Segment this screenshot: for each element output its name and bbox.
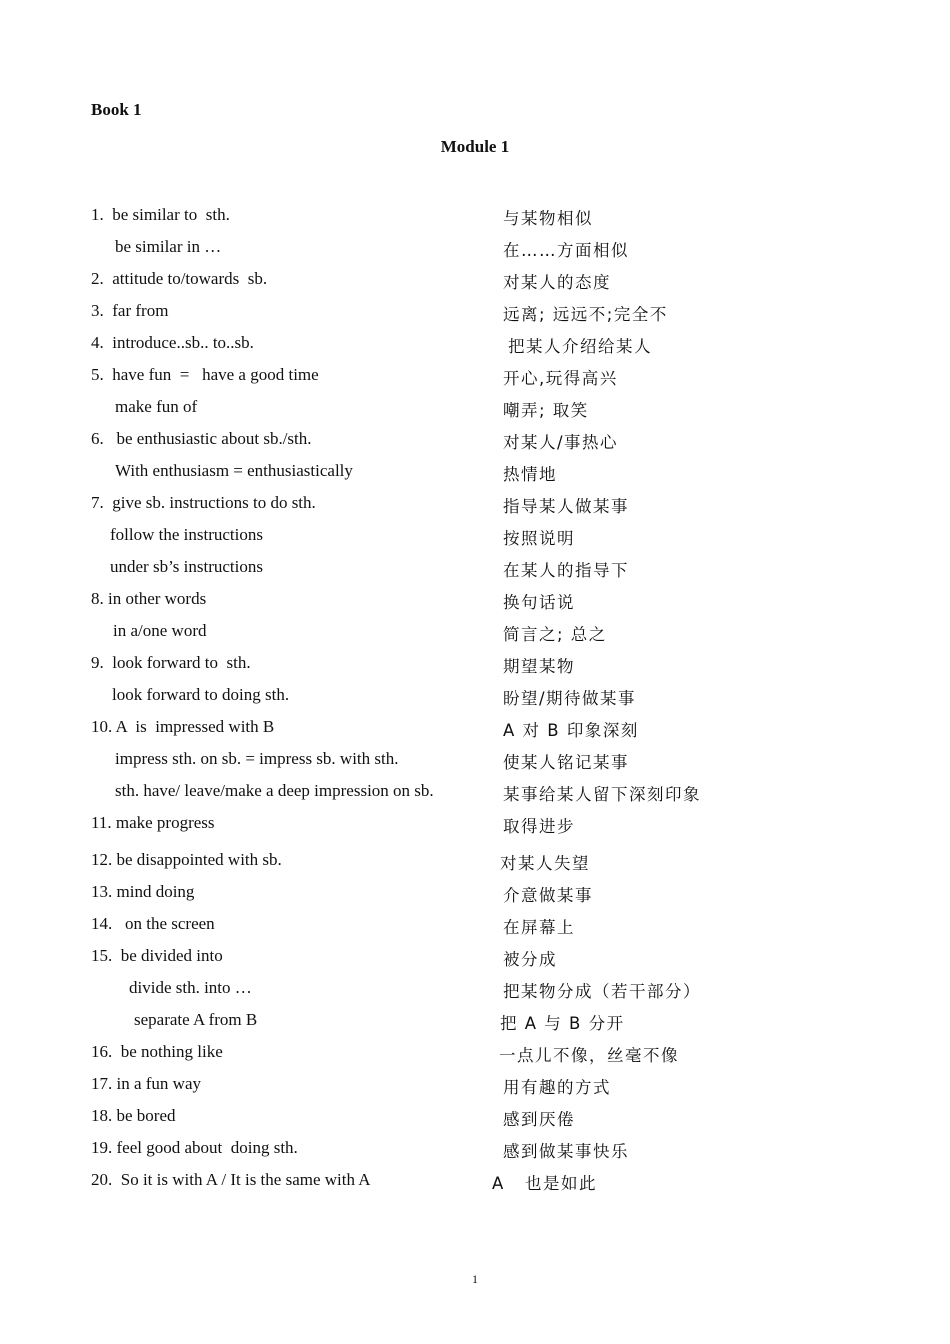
phrase-english: 5. have fun = have a good time	[91, 365, 319, 384]
page-number: 1	[472, 1272, 478, 1286]
phrase-english: make fun of	[115, 397, 198, 416]
list-item	[0, 808, 950, 840]
phrase-chinese: 期望某物	[503, 657, 575, 676]
list-item	[0, 488, 950, 520]
phrase-english: With enthusiasm = enthusiastically	[115, 461, 353, 480]
phrase-english: separate A from B	[134, 1010, 258, 1029]
phrase-chinese: 简言之; 总之	[503, 625, 607, 644]
phrase-english: 17. in a fun way	[91, 1074, 202, 1093]
phrase-chinese: 一点儿不像，丝毫不像	[499, 1046, 679, 1065]
list-item	[0, 776, 950, 808]
list-item	[0, 1005, 950, 1037]
phrase-chinese: 把某人介绍给某人	[508, 337, 652, 356]
list-item	[0, 1037, 950, 1069]
phrase-chinese: 与某物相似	[503, 209, 593, 228]
list-item	[0, 264, 950, 296]
list-item	[0, 584, 950, 616]
list-item	[0, 392, 950, 424]
phrase-chinese: 对某人/事热心	[503, 433, 619, 452]
phrase-chinese: 指导某人做某事	[503, 497, 629, 516]
phrase-chinese: 对某人失望	[500, 854, 590, 873]
phrase-chinese: 在某人的指导下	[503, 561, 629, 580]
phrase-english: 9. look forward to sth.	[91, 653, 251, 672]
phrase-chinese: A 也是如此	[492, 1174, 598, 1193]
phrase-english: 19. feel good about doing sth.	[91, 1138, 298, 1157]
list-item	[0, 973, 950, 1005]
phrase-english: follow the instructions	[110, 525, 263, 544]
phrase-chinese: 热情地	[503, 465, 557, 484]
phrase-english: 15. be divided into	[91, 946, 223, 965]
phrase-english: 1. be similar to sth.	[91, 205, 230, 224]
phrase-english: impress sth. on sb. = impress sb. with sth.	[115, 749, 399, 768]
list-item	[0, 456, 950, 488]
list-item	[0, 909, 950, 941]
phrase-chinese: 嘲弄; 取笑	[503, 401, 589, 420]
list-item	[0, 1133, 950, 1165]
phrase-english: under sb’s instructions	[110, 557, 263, 576]
vocabulary-list	[0, 200, 950, 1197]
phrase-english: 14. on the screen	[91, 914, 215, 933]
phrase-chinese: 对某人的态度	[503, 273, 611, 292]
list-item	[0, 648, 950, 680]
list-item	[0, 845, 950, 877]
phrase-english: in a/one word	[113, 621, 207, 640]
list-item	[0, 296, 950, 328]
phrase-chinese: 介意做某事	[503, 886, 593, 905]
list-item	[0, 712, 950, 744]
phrase-english: 3. far from	[91, 301, 169, 320]
phrase-english: 16. be nothing like	[91, 1042, 223, 1061]
phrase-english: 13. mind doing	[91, 882, 195, 901]
phrase-english: 4. introduce..sb.. to..sb.	[91, 333, 254, 352]
list-item	[0, 1069, 950, 1101]
phrase-chinese: 用有趣的方式	[503, 1078, 611, 1097]
list-item	[0, 744, 950, 776]
list-item	[0, 520, 950, 552]
phrase-chinese: 开心,玩得高兴	[503, 369, 618, 388]
book-label: Book 1	[91, 100, 142, 119]
phrase-chinese: 某事给某人留下深刻印象	[503, 785, 701, 804]
phrase-english: be similar in …	[115, 237, 222, 256]
list-item	[0, 1101, 950, 1133]
list-item	[0, 616, 950, 648]
list-item	[0, 200, 950, 232]
phrase-chinese: A 对 B 印象深刻	[503, 721, 639, 740]
phrase-chinese: 取得进步	[503, 817, 575, 836]
phrase-english: 8. in other words	[91, 589, 207, 608]
phrase-english: 18. be bored	[91, 1106, 176, 1125]
list-item	[0, 328, 950, 360]
phrase-chinese: 换句话说	[503, 593, 575, 612]
phrase-chinese: 感到厌倦	[503, 1110, 575, 1129]
phrase-english: divide sth. into …	[129, 978, 252, 997]
phrase-chinese: 感到做某事快乐	[503, 1142, 629, 1161]
list-item	[0, 877, 950, 909]
list-item	[0, 941, 950, 973]
list-item	[0, 360, 950, 392]
phrase-english: 12. be disappointed with sb.	[91, 850, 282, 869]
phrase-chinese: 远离; 远远不;完全不	[503, 305, 668, 324]
list-item	[0, 424, 950, 456]
phrase-chinese: 使某人铭记某事	[503, 753, 629, 772]
list-item	[0, 232, 950, 264]
phrase-chinese: 按照说明	[503, 529, 575, 548]
phrase-english: 6. be enthusiastic about sb./sth.	[91, 429, 312, 448]
phrase-english: 11. make progress	[91, 813, 215, 832]
phrase-chinese: 把 A 与 B 分开	[500, 1014, 625, 1033]
list-item	[0, 552, 950, 584]
phrase-english: 10. A is impressed with B	[91, 717, 275, 736]
list-item	[0, 1165, 950, 1197]
phrase-chinese: 在屏幕上	[503, 918, 575, 937]
phrase-chinese: 在……方面相似	[503, 241, 629, 260]
phrase-english: 20. So it is with A / It is the same with A	[91, 1170, 371, 1189]
phrase-english: 2. attitude to/towards sb.	[91, 269, 268, 288]
module-title: Module 1	[440, 137, 510, 156]
phrase-english: 7. give sb. instructions to do sth.	[91, 493, 316, 512]
phrase-chinese: 把某物分成（若干部分）	[503, 982, 701, 1001]
phrase-english: look forward to doing sth.	[112, 685, 290, 704]
list-item	[0, 680, 950, 712]
phrase-chinese: 被分成	[503, 950, 557, 969]
phrase-english: sth. have/ leave/make a deep impression on sb.	[115, 781, 434, 800]
phrase-chinese: 盼望/期待做某事	[503, 689, 637, 708]
